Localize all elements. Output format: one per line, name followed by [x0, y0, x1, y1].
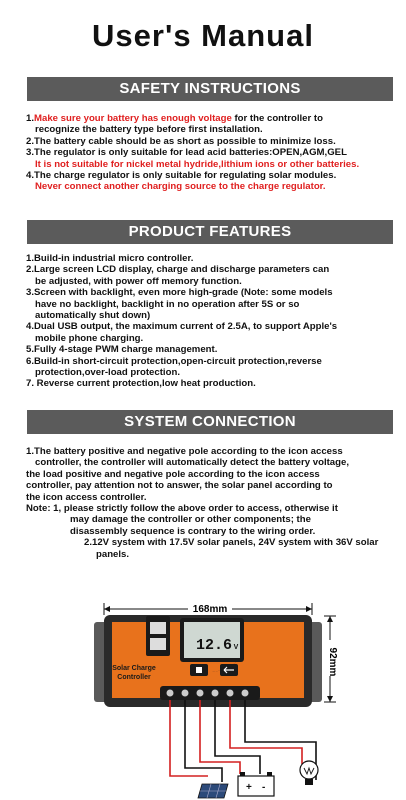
light-bulb-icon	[300, 761, 318, 785]
page-title: User's Manual	[92, 18, 314, 53]
note-1b: may damage the controller or other components; the	[70, 514, 311, 526]
feature-6b: protection,over-load protection.	[35, 367, 180, 379]
system-section	[26, 446, 396, 560]
num: 1.	[26, 113, 35, 124]
feature-3b: have no backlight, backlight in no operation after 5S or so	[35, 298, 300, 310]
feature-5: 5.Fully 4-stage PWM charge management.	[26, 344, 218, 356]
safety-line-3b: It is not suitable for nickel metal hydride,lithium ions or other batteries.	[35, 158, 360, 170]
note-2: 2.12V system with 17.5V solar panels, 24V system with 36V solar	[84, 537, 379, 549]
feature-3c: automatically shut down)	[35, 310, 151, 322]
system-line-1c: the load positive and negative pole according to the icon access	[26, 468, 320, 480]
height-dimension	[322, 616, 338, 702]
safety-line-2: 2.The battery cable should be as short as possible to minimize loss.	[26, 135, 336, 147]
note-1c: disassembly sequence is contrary to the wiring order.	[70, 525, 316, 537]
battery-icon	[238, 772, 274, 796]
safety-line-1b: recognize the battery type before first installation.	[35, 124, 263, 136]
safety-line-3: 3.The regulator is only suitable for lead acid batteries:OPEN,AGM,GEL	[26, 147, 347, 159]
features-section	[26, 253, 396, 390]
width-dimension	[104, 602, 312, 615]
feature-4: 4.Dual USB output, the maximum current of 2.5A, to support Apple's	[26, 321, 338, 333]
feature-3: 3.Screen with backlight, even more high-grade (Note: some models	[26, 287, 333, 299]
controller-diagram	[90, 598, 350, 800]
feature-7: 7. Reverse current protection,low heat production.	[26, 378, 256, 390]
system-heading: SYSTEM CONNECTION	[27, 410, 393, 434]
note-2b: panels.	[96, 548, 130, 560]
brand-line-2: Controller	[117, 674, 151, 681]
note-1: Note: 1, please strictly follow the above order to access, otherwise it	[26, 503, 338, 515]
feature-6: 6.Build-in short-circuit protection,open-circuit protection,reverse	[26, 355, 322, 367]
safety-line-1	[26, 113, 396, 124]
system-line-1: 1.The battery positive and negative pole according to the icon access	[26, 446, 343, 457]
usb-port-icon	[150, 622, 166, 634]
feature-4b: mobile phone charging.	[35, 332, 144, 344]
feature-2b: be adjusted, with power off memory function.	[35, 275, 242, 287]
safety-heading: SAFETY INSTRUCTIONS	[27, 77, 393, 101]
usb-port-icon	[150, 638, 166, 650]
system-line-1e: the icon access controller.	[26, 491, 147, 503]
safety-line-4b: Never connect another charging source to the charge regulator.	[35, 181, 326, 193]
safety-line-1-rest: for the controller to	[231, 113, 323, 124]
feature-2: 2.Large screen LCD display, charge and discharge parameters can	[26, 264, 330, 276]
system-line-1d: controller, pay attention not to answer, the solar panel according to	[26, 480, 333, 492]
feature-1: 1.Build-in industrial micro controller.	[26, 253, 194, 264]
safety-section	[26, 113, 396, 193]
width-label: 168mm	[192, 604, 228, 615]
safety-line-4: 4.The charge regulator is only suitable for regulating solar modules.	[26, 170, 337, 182]
brand-line-1: Solar Charge	[112, 665, 156, 672]
features-heading: PRODUCT FEATURES	[27, 220, 393, 244]
menu-icon	[196, 667, 202, 673]
height-label: 92mm	[327, 647, 338, 677]
lcd-value: 12.6	[195, 637, 233, 654]
safety-warning-text: Make sure your battery has enough voltage	[34, 113, 232, 124]
system-line-1b: controller, the controller will automatically detect the battery voltage,	[35, 457, 350, 469]
solar-panel-icon	[198, 784, 228, 798]
svg-text:+: +	[246, 782, 252, 793]
svg-text:-: -	[262, 782, 266, 793]
wiring	[170, 700, 316, 782]
lcd-unit: V	[233, 644, 239, 651]
